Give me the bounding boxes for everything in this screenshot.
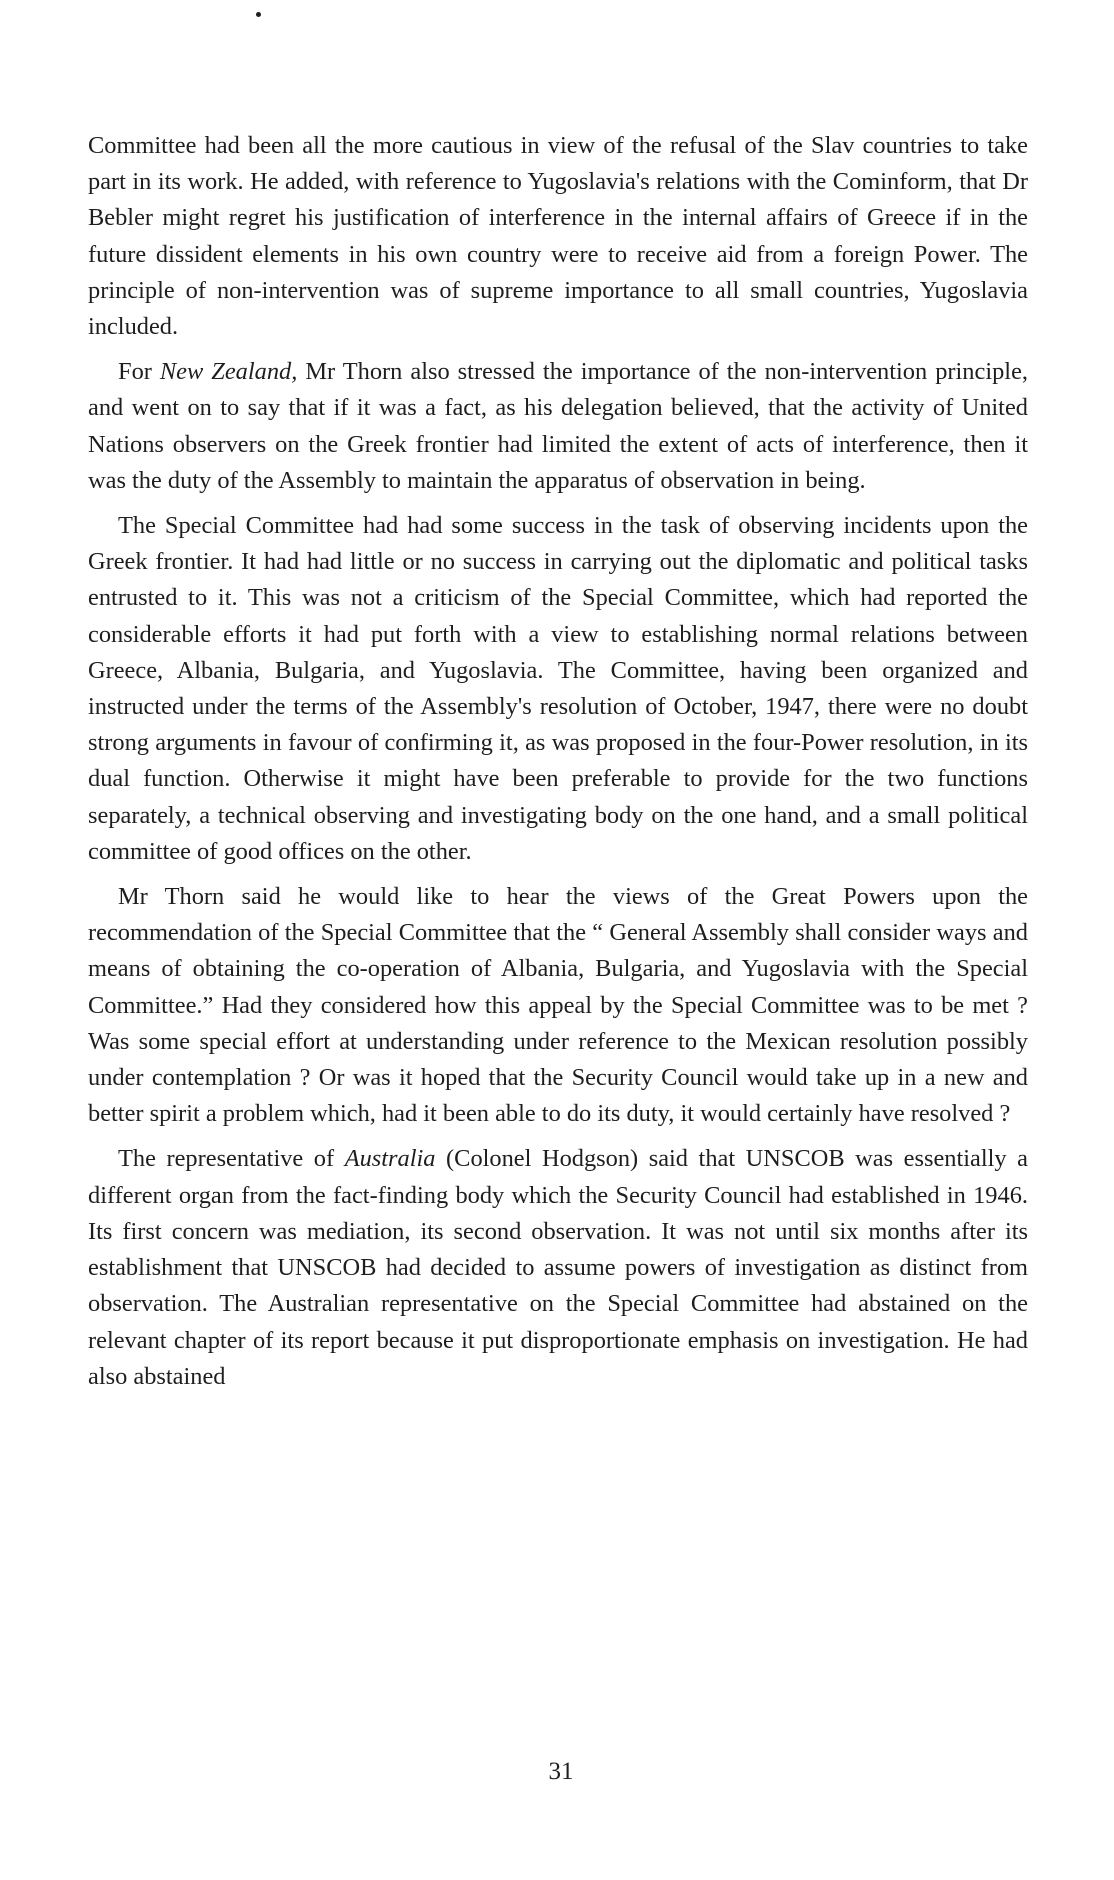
paragraph-text: Committee had been all the more cautious in view of the refusal of the Slav countries to take part in its work. He added, with reference to Yugoslavia's relations with the Cominform, that Dr Bebler might regret his justification of interference in the internal affairs of Greece if in the future dissident elements in his own country were to receive aid from a foreign Power. The principle of non-intervention was of supreme importance to all small countries, Yugoslavia included. xyxy=(88,132,1028,341)
paragraph-text: The Special Committee had had some success in the task of observing incidents upon the Greek frontier. It had had little or no success in carrying out the diplomatic and political tasks entrusted to it. This was not a criticism of the Special Committee, which had reported the considerable efforts it had put forth with a view to establishing normal relations between Greece, Albania, Bulgaria, and Yugoslavia. The Committee, having been organized and instructed under the terms of the Assembly's resolution of October, 1947, there were no doubt strong arguments in favour of confirming it, as was proposed in the four-Power resolution, in its dual function. Otherwise it might have been preferable to provide for the two functions separately, a technical observing and investigating body on the one hand, and a small political committee of good offices on the other. xyxy=(88,512,1028,865)
stray-dot-mark xyxy=(256,12,261,17)
paragraph-text: The representative of xyxy=(118,1145,345,1173)
paragraph-text: For xyxy=(118,358,160,386)
paragraph-2 xyxy=(88,354,1028,499)
paragraph-4 xyxy=(88,879,1028,1132)
paragraph-text: Mr Thorn said he would like to hear the views of the Great Powers upon the recommendation of the Special Committee that the “ General Assembly shall consider ways and means of obtaining the co-operation of Albania, Bulgaria, and Yugoslavia with the Special Committee.” Had they considered how this appeal by the Special Committee was to be met ? Was some special effort at understanding under reference to the Mexican resolution possibly under contemplation ? Or was it hoped that the Security Council would take up in a new and better spirit a problem which, had it been able to do its duty, it would certainly have resolved ? xyxy=(88,883,1028,1128)
paragraph-text: (Colonel Hodgson) said that UNSCOB was essentially a different organ from the fact-finding body which the Security Council had established in 1946. Its first concern was mediation, its second observation. It was not until six months after its establishment that UNSCOB had decided to assume powers of investigation as distinct from observation. The Australian representative on the Special Committee had abstained on the relevant chapter of its report because it put disproportionate emphasis on investigation. He had also abstained xyxy=(88,1145,1029,1390)
country-name-italic: Australia xyxy=(344,1145,436,1173)
paragraph-5 xyxy=(88,1141,1028,1394)
paragraph-1 xyxy=(88,128,1028,345)
body-text xyxy=(88,128,1028,1404)
paragraph-3 xyxy=(88,508,1028,870)
page-number-text: 31 xyxy=(548,1758,574,1785)
country-name-italic: New Zealand, xyxy=(159,358,298,386)
paragraph-text: Mr Thorn also stressed the importance of the non-intervention principle, and went on to say that if it was a fact, as his delegation believed, that the activity of United Nations observers on the Greek frontier had limited the extent of acts of interference, then it was the duty of the Assembly to maintain the apparatus of observation in being. xyxy=(88,358,1028,494)
page-number xyxy=(0,1758,1114,1786)
